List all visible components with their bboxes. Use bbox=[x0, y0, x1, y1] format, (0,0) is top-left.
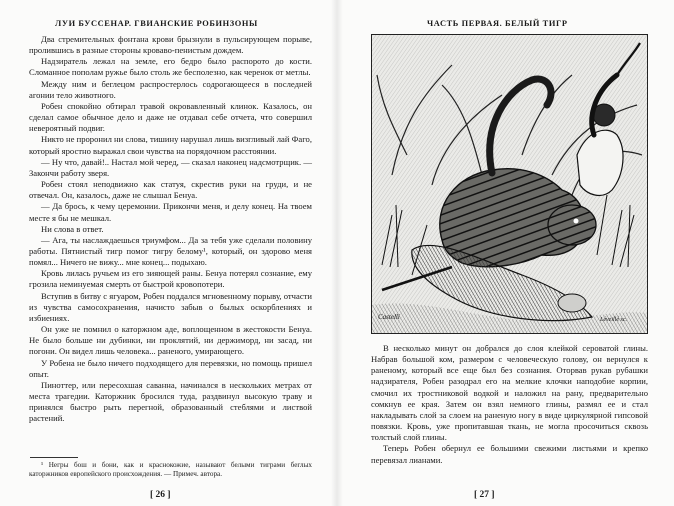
running-head-left: ЛУИ БУССЕНАР. ГВИАНСКИЕ РОБИНЗОНЫ bbox=[55, 19, 258, 28]
footnote-rule bbox=[30, 457, 78, 458]
page-number-left: [ 26 ] bbox=[150, 490, 171, 500]
paragraph: Между ним и беглецом распростерлось содрогающееся в последней агонии тело животного. bbox=[29, 78, 312, 100]
paragraph: Два стремительных фонтана крови брызнули в пульсирующем порыве, пролившись в разные стороны кроваво-пенистым дождем. bbox=[29, 34, 312, 56]
paragraph: — Ну что, давай!.. Настал мой черед, — сказал наконец надсмотрщик. — Закончи работу зверя. bbox=[29, 156, 312, 178]
paragraph: Надзиратель лежал на земле, его бедро было распорото до кости. Сломанное пополам ружье было столь же бесполезно, как черенок от метлы. bbox=[29, 56, 312, 78]
engraver-signature-right: Léveillé sc. bbox=[600, 317, 627, 323]
paragraph: Он уже не помнил о каторжном аде, воплощенном в жестокости Бенуа. Не было больше ни дубинки, ни проклятий, ни держиморд, ни засад, ни погони. Он видел лишь человека... раненого, умирающего. bbox=[29, 324, 312, 357]
running-head-right: ЧАСТЬ ПЕРВАЯ. БЕЛЫЙ ТИГР bbox=[427, 19, 568, 28]
warder-head bbox=[558, 294, 586, 312]
paragraph: Кровь лилась ручьем из его зияющей раны. Бенуа потерял сознание, ему грозила неминуемая смерть от быстрой кровопотери. bbox=[29, 268, 312, 290]
page-number-right: [ 27 ] bbox=[474, 490, 495, 500]
paragraph: Никто не проронил ни слова, тишину нарушал лишь визгливый лай Фаго, который яростно выражал свои чувства на порядочном расстоянии. bbox=[29, 134, 312, 156]
engraving-svg bbox=[372, 35, 647, 333]
paragraph: Пиноттер, или пересохшая саванна, начинался в нескольких метрах от места трагедии. Каторжник бросился туда, раздвинул высокую траву и принялся быстро рыть перегной, образованный стеблями и листвой растений. bbox=[29, 379, 312, 424]
paragraph: В несколько минут он добрался до слоя клейкой сероватой глины. Набрав большой ком, размером с человеческую голову, он вернулся к раненому, который все еще был без сознания. Оторвав рукав рубашки надзирателя, Робен разодрал его на мелкие клочки наподобие корпии, смочил их тростниковой водкой и наложил на рану, предварительно сомкнув ее края. Затем он взял немного глины, размял ее и стал накладывать слой за слоем на раненую ногу в виде циркулярной гипсовой повязки. Кровь, уже пропитавшая ткань, не могла просочиться сквозь толстый слой глины. bbox=[371, 343, 648, 443]
paragraph: У Робена не было ничего подходящего для перевязки, но помощь пришел опыт. bbox=[29, 357, 312, 379]
body-text-left bbox=[29, 34, 312, 424]
jaguar-eye bbox=[574, 219, 579, 224]
paragraph: — Да брось, к чему церемонии. Прикончи меня, и делу конец. На твоем месте я бы не мешкал. bbox=[29, 201, 312, 223]
footnote bbox=[29, 461, 312, 480]
engraving-illustration bbox=[371, 34, 648, 334]
paragraph: Ни слова в ответ. bbox=[41, 223, 104, 234]
engraver-signature-left: Castelli bbox=[378, 313, 400, 321]
paragraph: Теперь Робен обернул ее большими свежими листьями и крепко перевязал лианами. bbox=[371, 443, 648, 465]
right-page bbox=[337, 0, 674, 506]
paragraph: Робен стоял неподвижно как статуя, скрестив руки на груди, и не отвечал. Он, казалось, даже не слышал Бенуа. bbox=[29, 179, 312, 201]
paragraph: — Ага, ты наслаждаешься триумфом... Да за тебя уже сделали половину работы. Пятнистый тигр помог тигру белому¹, который, он здорово меня помял... Ничего не вижу... мне конец... подыхаю. bbox=[29, 234, 312, 268]
body-text-right bbox=[371, 343, 648, 466]
footnote-text: ¹ Негры бош и бони, как и краснокожие, называют белыми тиграми беглых каторжников европейского происхождения. — Примеч. автора. bbox=[29, 461, 312, 479]
jaguar-head bbox=[548, 205, 596, 245]
paragraph: Робен спокойно обтирал травой окровавленный клинок. Казалось, он сделал самое обычное дело и даже не отдавал себе отчета, что совершил невероятный подвиг. bbox=[29, 100, 312, 134]
paragraph: Вступив в битву с ягуаром, Робен поддался мгновенному порыву, отчасти из чувства самосохранения, начисто забыв о былых оскорблениях и избиениях. bbox=[29, 290, 312, 323]
